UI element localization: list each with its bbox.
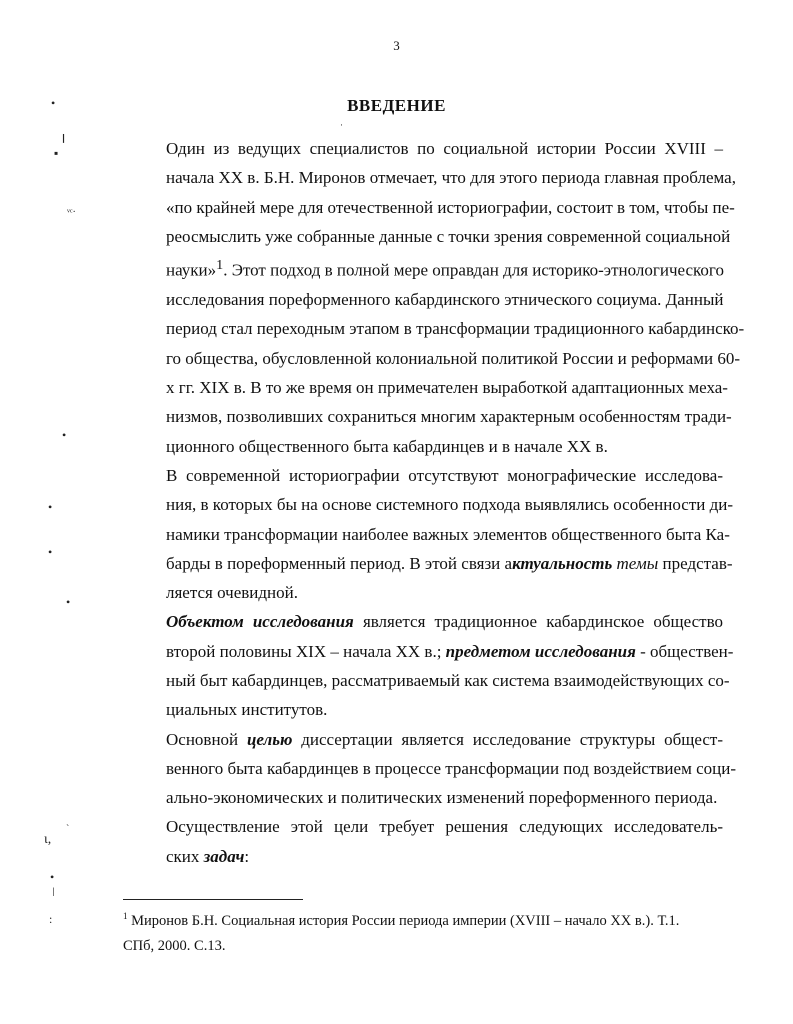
paragraph-1 [123, 134, 745, 461]
section-heading: ВВЕДЕНИЕ [347, 96, 446, 115]
footnote-divider [123, 899, 303, 900]
scan-dot: · [340, 120, 343, 130]
scan-dot: • [62, 428, 67, 442]
text-line: Один из ведущих специалистов по социальной истории России XVIII – [166, 139, 723, 158]
text-line: ный быт кабардинцев, рассматриваемый как система взаимодействующих со- [166, 671, 730, 690]
emphasis-term: задач [203, 846, 245, 866]
text-fragment: Основной [166, 729, 239, 749]
text-line: намики трансформации наиболее важных элементов общественного быта Ка- [166, 524, 730, 544]
emphasis-term: предметом исследования [445, 641, 636, 661]
text-line: ляется очевидной. [166, 583, 298, 603]
scan-dot: • [48, 500, 53, 514]
text-line: «по крайней мере для отечественной историографии, состоит в том, чтобы пе- [166, 197, 735, 217]
footnote-line: СПб, 2000. С.13. [123, 937, 226, 954]
footnote-marker: 1 [123, 911, 128, 921]
scan-mark: ǀ [52, 884, 55, 899]
scan-dot: • [51, 96, 56, 110]
text-line: ально-экономических и политических изменений пореформенного периода. [166, 788, 718, 808]
footnote-ref: 1 [216, 257, 224, 274]
scan-dot: • [66, 595, 71, 609]
text-line: низмов, позволивших сохраниться многим характерным особенностям тради- [166, 407, 732, 427]
emphasis-term: Объектом исследования [166, 612, 354, 632]
text-fragment: второй половины XIX – начала XX в.; [166, 641, 442, 661]
scan-dot: ▪ [54, 146, 59, 160]
scan-mark: ɩ, [44, 832, 52, 847]
text-fragment: - обществен- [640, 641, 734, 661]
text-fragment: ских [166, 846, 200, 866]
text-line [123, 549, 733, 578]
text-fragment: . Этот подход в полной мере оправдан для историко-этнологического [223, 260, 724, 280]
text-line: период стал переходным этапом в трансформации традиционного кабардинско- [166, 319, 745, 339]
text-line [123, 637, 734, 666]
paragraph-2 [123, 461, 734, 607]
text-line: реосмыслить уже собранные данные с точки зрения современной социальной [166, 226, 731, 246]
scan-mark: ╵ [59, 136, 69, 152]
emphasis-term: темы [616, 553, 659, 573]
scan-mark: ᵛᶜ· [67, 207, 76, 218]
text-line: исследования пореформенного кабардинского этнического социума. Данный [166, 290, 724, 310]
text-line [123, 607, 723, 636]
text-fragment: является традиционное кабардинское общество [362, 612, 723, 632]
paragraph-3 [123, 607, 734, 724]
text-line: х гг. XIX в. В то же время он примечателен выработкой адаптационных меха- [166, 378, 728, 398]
scan-mark: ` [66, 824, 70, 835]
emphasis-term: ктуальность [512, 553, 613, 573]
text-fragment: : [244, 846, 250, 866]
text-line [123, 251, 723, 285]
text-line: В современной историографии отсутствуют монографические исследова- [166, 465, 723, 485]
text-fragment: науки» [166, 260, 217, 280]
text-fragment: представ- [662, 553, 733, 573]
text-line: начала XX в. Б.Н. Миронов отмечает, что для этого периода главная проблема, [166, 168, 736, 188]
paragraph-5 [123, 812, 723, 871]
scan-dot: • [50, 870, 55, 884]
footnote [123, 904, 723, 959]
scan-dot: : [49, 912, 53, 926]
text-line: ния, в которых бы на основе системного подхода выявлялись особенности ди- [166, 495, 734, 515]
text-line: го общества, обусловленной колониальной политикой России и реформами 60- [166, 348, 740, 368]
text-line: ционного общественного быта кабардинцев и в начале XX в. [166, 436, 608, 456]
text-line [123, 842, 723, 871]
page-number: 3 [393, 38, 400, 53]
footnote-line [123, 904, 723, 934]
footnote-text: Миронов Б.Н. Социальная история России периода империи (XVIII – начало XX в.). Т.1. [131, 912, 680, 929]
scan-dot: • [48, 545, 53, 559]
emphasis-term: целью [246, 729, 293, 749]
main-text [123, 134, 745, 871]
paragraph-4 [123, 725, 736, 813]
text-fragment: диссертации является исследование структуры общест- [301, 729, 724, 749]
text-line: циальных институтов. [166, 700, 328, 720]
text-fragment: барды в пореформенный период. В этой связи а [166, 553, 513, 573]
text-line: венного быта кабардинцев в процессе трансформации под воздействием соци- [166, 758, 736, 778]
text-line: Осуществление этой цели требует решения следующих исследователь- [166, 817, 723, 837]
text-line [123, 725, 723, 754]
